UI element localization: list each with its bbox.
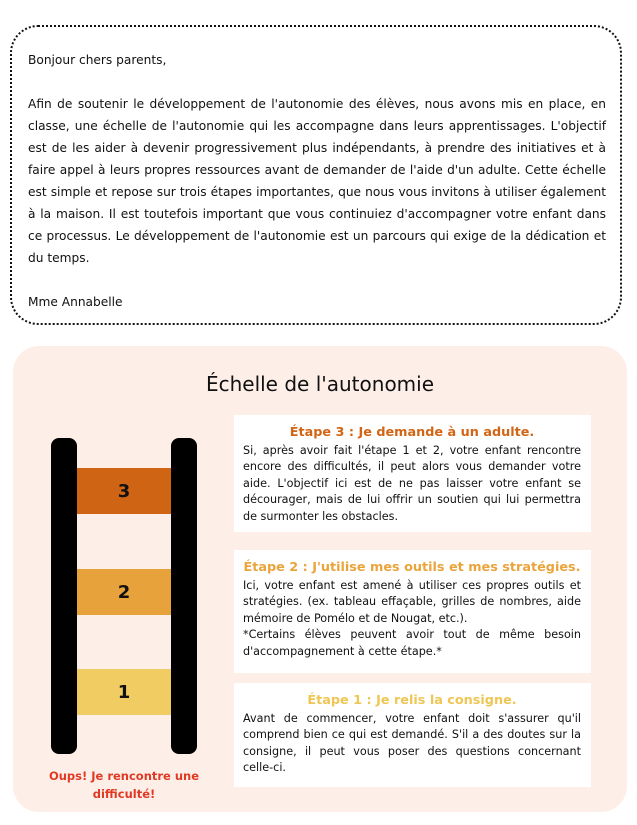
step-2-text: Ici, votre enfant est amené à utiliser ces propres outils et stratégies. (ex. tableau effaçable, grilles de nombres, aide mémoire de Pomélo et de Nougat, etc.). (243, 579, 581, 625)
oops-caption: Oups! Je rencontre une difficulté! (48, 769, 200, 801)
step-1-card (234, 683, 591, 787)
ladder-illustration (51, 438, 199, 754)
ladder-rail-right (171, 438, 197, 754)
step-3-text: Si, après avoir fait l'étape 1 et 2, votre enfant rencontre encore des difficultés, il peut alors vous demander votre aide. L'objectif ici est de ne pas laisser votre enfant se décourager, mais de lui offrir un soutien qui lui permettra de surmonter les obstacles. (243, 444, 581, 523)
ladder-rail-left (51, 438, 77, 754)
autonomy-scale-panel (13, 346, 627, 812)
step-2-card (234, 550, 591, 673)
scale-title: Échelle de l'autonomie (205, 372, 435, 396)
step-2-note: *Certains élèves peuvent avoir tout de même besoin d'accompagnement à cette étape.* (243, 628, 581, 658)
letter-greeting: Bonjour chers parents, (28, 53, 167, 67)
step-3-card (234, 415, 591, 532)
step-3-title: Étape 3 : Je demande à un adulte. (289, 425, 535, 440)
ladder-rung-2: 2 (77, 569, 171, 615)
parent-letter (10, 25, 622, 325)
step-1-title: Étape 1 : Je relis la consigne. (307, 693, 517, 708)
step-1-text: Avant de commencer, votre enfant doit s'assurer qu'il comprend bien ce qui est demandé. S'il a des doutes sur la consigne, il peut vous poser des questions concernant celle-ci. (243, 712, 581, 775)
letter-signature: Mme Annabelle (28, 295, 123, 309)
step-2-title: Étape 2 : J'utilise mes outils et mes stratégies. (243, 560, 581, 575)
letter-body: Afin de soutenir le développement de l'autonomie des élèves, nous avons mis en place, en classe, une échelle de l'autonomie qui les accompagne dans leurs apprentissages. L'objectif est de les aider à devenir progressivement plus indépendants, à prendre des initiatives et à faire appel à leurs propres ressources avant de demander de l'aide d'un adulte. Cette échelle est simple et repose sur trois étapes importantes, que nous vous invitons à utiliser également à la maison. Il est toutefois important que vous continuiez d'accompagner votre enfant dans ce processus. Le développement de l'autonomie est un parcours qui exige de la dédication et du temps. (28, 97, 606, 265)
ladder-rung-1: 1 (77, 669, 171, 715)
ladder-rung-3: 3 (77, 468, 171, 514)
